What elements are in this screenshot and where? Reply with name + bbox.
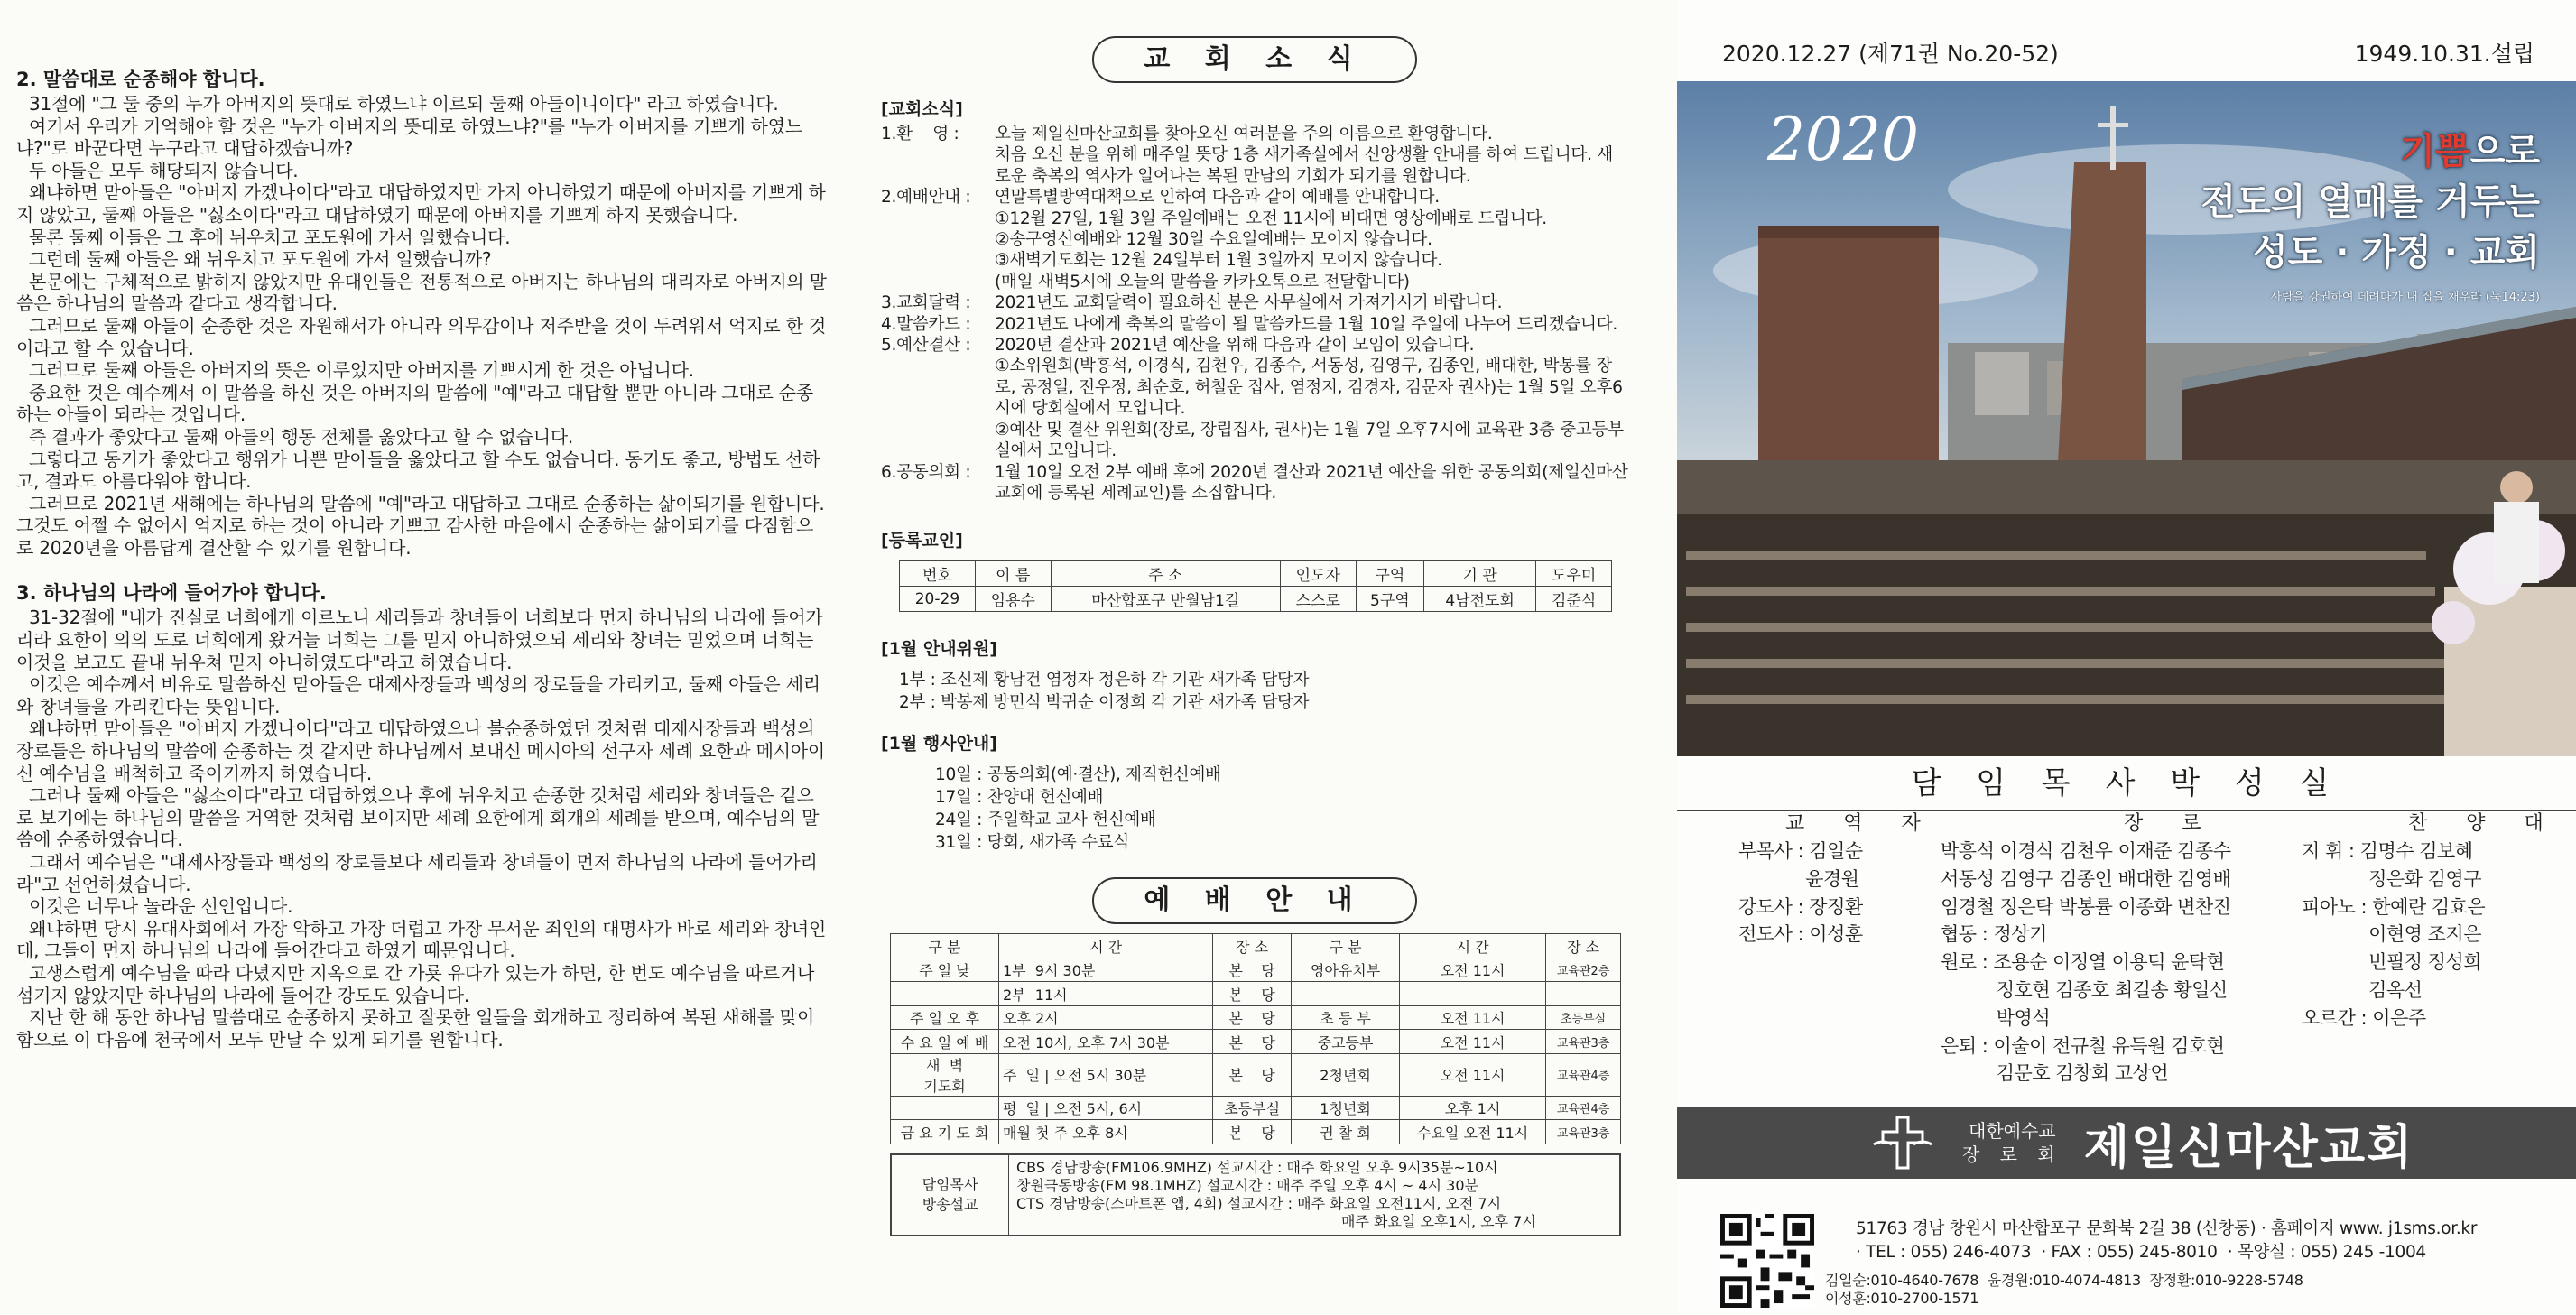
sermon-paragraph: 중요한 것은 예수께서 이 말씀을 하신 것은 아버지의 말씀에 "예"라고 대답할 뿐만 아니라 그대로 순종하는 아들이 되라는 것입니다. [16,381,814,426]
worship-cell: 본 당 [1213,982,1292,1006]
denomination-line-1: 대한예수교 [1969,1120,2056,1142]
news-item [881,124,1628,187]
sermon-paragraph: 즉 결과가 좋았다고 둘째 아들의 행동 전체를 옳았다고 할 수 없습니다. [29,425,574,448]
event-line: 10일 : 공동의회(예·결산), 제직헌신예배 [935,765,1221,785]
slogan-line-1-rest: 으로 [2469,131,2540,172]
worship-cell: 교육관4층 [1546,1096,1621,1120]
worship-cell: 새 벽 기도회 [891,1053,999,1096]
worship-cell: 오전 10시, 오후 7시 30분 [999,1030,1213,1054]
worship-cell: 주 일 오 후 [891,1005,999,1030]
worship-cell: 초등부실 [1546,1005,1621,1030]
news-list [881,124,1628,504]
worship-cell: 초 등 부 [1292,1005,1400,1030]
news-section-label: [교회소식] [881,99,963,119]
worship-cell: 교육관4층 [1546,1053,1621,1096]
sermon-paragraph: 이것은 너무나 놀라운 선언입니다. [29,895,293,918]
news-title: 교 회 소 식 [1092,36,1417,83]
cover-panel [1677,0,2576,1315]
worship-row [891,1120,1621,1144]
news-item-line: 2020년 결산과 2021년 예산을 위해 다음과 같이 모임이 있습니다. [995,336,1475,356]
news-item-line: ③새벽기도회는 12월 24일부터 1월 3일까지 모이지 않습니다. [995,251,1442,271]
worship-cell: 주 일 | 오전 5시 30분 [999,1053,1213,1096]
registration-cell: 20-29 [900,587,976,612]
registration-header-row [900,561,1612,587]
founded-date: 1949.10.31.설립 [2354,41,2534,67]
sermon-paragraph: 왜냐하면 당시 유대사회에서 가장 악하고 가장 더럽고 가장 무서운 죄인의 대명사가 바로 세리와 창녀인데, 그들이 먼저 하나님의 나라에 들어간다고 하였기 때문입니다. [16,917,827,962]
slogan-line-3: 성도 · 가정 · 교회 [2253,232,2540,273]
worship-cell [1292,982,1400,1006]
worship-cell: 초등부실 [1213,1096,1292,1120]
guide-line: 2부 : 박봉제 방민식 박귀순 이정희 각 기관 새가족 담당자 [899,693,1310,713]
worship-row [891,1096,1621,1120]
sermon-paragraph: 그렇다고 동기가 좋았다고 행위가 나쁜 맏아들을 옳았다고 할 수도 없습니다. 동기도 좋고, 방법도 선하고, 결과도 아름다워야 합니다. [16,448,820,493]
elders-list: 박흥석 이경식 김천우 이재준 김종수 서동성 김영구 김종인 배대한 김영배 임경철 정은탁 박봉률 이종화 변찬진 협동 : 정상기 원로 : 조용순 이정열 이용덕 윤탁현 정호현 김종호 최길송 황일신 박영석 은퇴 : 이술이 전규칠 유득원 김호현 김문호 김창회 고상언 [1941,840,2231,1085]
registration-row [900,587,1612,612]
elders-header: 장 로 [2124,812,2218,835]
news-item-line: 오늘 제일신마산교회를 찾아오신 여러분을 주의 이름으로 환영합니다. [995,125,1493,144]
news-item-label: 1.환 영 : [881,125,959,144]
news-item-line: 2021년도 교회달력이 필요하신 분은 사무실에서 가져가시기 바랍니다. [995,293,1503,313]
event-line: 24일 : 주일학교 교사 헌신예배 [935,810,1156,830]
worship-header-cell: 구 분 [891,934,999,958]
guides-heading: [1월 안내위원] [881,639,997,660]
sermon-paragraph: 그래서 예수님은 "대제사장들과 백성의 장로들보다 세리들과 창녀들이 먼저 하나님의 나라에 들어가리라"고 선언하셨습니다. [16,851,818,895]
church-address: 51763 경남 창원시 마산합포구 문화북 2길 38 (신창동) · 홈페이지 www. j1sms.or.kr · TEL : 055) 246-4073 · FAX : 055) 245-8010 · 목양실 : 055) 245 -1004 [1856,1219,2478,1262]
choir-header: 찬 양 대 [2408,812,2560,835]
worship-cell: 본 당 [1213,1005,1292,1030]
news-item-body [995,124,1628,187]
broadcast-line: CTS 경남방송(스마트폰 앱, 4회) 설교시간 : 매주 화요일 오전11시, 오전 7시 [1016,1194,1502,1212]
clergy-header: 교 역 자 [1785,812,1937,835]
issue-date: 2020.12.27 (제71권 No.20-52) [1722,41,2059,67]
sermon-paragraph: 고생스럽게 예수님을 따라 다녔지만 지옥으로 간 가룟 유다가 있는가 하면, 한 번도 예수님을 따르거나 섬기지 않았지만 하나님의 나라에 들어간 강도도 있습니다. [16,961,815,1006]
events-list [881,764,1628,854]
registration-cell: 스스로 [1280,587,1356,612]
denomination-line-2: 장 로 회 [1962,1144,2062,1165]
news-item-line: 1월 10일 오전 2부 예배 후에 2020년 결산과 2021년 예산을 위한 공동의회(제일신마산교회에 등록된 세례교인)를 소집합니다. [995,462,1628,503]
registration-heading: [등록교인] [881,531,963,551]
broadcast-line: CBS 경남방송(FM106.9MHZ) 설교시간 : 매주 화요일 오후 9시35분~10시 [1016,1158,1498,1176]
sermon-heading: 2. 말씀대로 순종해야 합니다. [16,69,265,90]
registration-cell: 임용수 [975,587,1051,612]
registration-header-cell: 이 름 [975,561,1051,587]
news-item-line: 처음 오신 분을 위해 매주일 뜻당 1층 새가족실에서 신앙생활 안내를 하여 드립니다. 새로운 축복의 역사가 일어나는 복된 만남의 기회가 되기를 원합니다. [995,145,1613,186]
worship-cell: 주 일 낮 [891,958,999,982]
year-art: 2020 [1767,105,1919,174]
news-item [881,314,1628,335]
worship-header-cell: 장 소 [1213,934,1292,958]
worship-rows [891,958,1621,1144]
worship-header-cell: 시 간 [999,934,1213,958]
clergy-list: 부목사 : 김일순 윤경원 강도사 : 장정환 전도사 : 이성훈 [1738,840,1863,946]
registration-header-cell: 주 소 [1051,561,1280,587]
news-panel [865,0,1641,1315]
qr-code-icon [1720,1212,1814,1310]
worship-cell: 교육관3층 [1546,1120,1621,1144]
issue-header [1722,36,2534,69]
sermon-paragraph: 그러나 둘째 아들은 "싫소이다"라고 대답하였으나 후에 뉘우치고 순종한 것처럼 세리와 창녀들은 겉으로 보기에는 하나님의 말씀을 거역한 것처럼 보이지만 세례 요한에게 회개의 세례를 받으며, 예수님의 말씀에 순종하였습니다. [16,784,820,851]
guide-line: 1부 : 조신제 황남건 염정자 정은하 각 기관 새가족 담당자 [899,671,1310,690]
worship-cell: 오전 11시 [1400,1030,1546,1054]
worship-cell: 금 요 기 도 회 [891,1120,999,1144]
worship-cell [891,1096,999,1120]
denomination [1962,1119,2062,1166]
sermon-body [16,69,830,1051]
sermon-paragraph: 그러므로 둘째 아들은 아버지의 뜻은 이루었지만 아버지를 기쁘시게 한 것은 아닙니다. [29,359,694,382]
broadcast-label-2: 방송설교 [922,1195,978,1213]
worship-cell: 교육관3층 [1546,1030,1621,1054]
worship-cell: 교육관2층 [1546,958,1621,982]
sermon-paragraph: 물론 둘째 아들은 그 후에 뉘우치고 포도원에 가서 일했습니다. [29,226,511,248]
worship-cell [1546,982,1621,1006]
event-line: 17일 : 찬양대 헌신예배 [935,788,1104,808]
worship-cell: 본 당 [1213,1030,1292,1054]
staff-phones: 김일순:010-4640-7678 윤경원:010-4074-4813 장정환:010-9228-5748 이성훈:010-2700-1571 [1825,1272,2303,1307]
sermon-section [16,582,830,1051]
sermon-paragraph: 이것은 예수께서 비유로 말씀하신 맏아들은 대제사장들과 백성의 장로들을 가리키고, 둘째 아들은 세리와 창녀들을 가리킨다는 뜻입니다. [16,673,820,718]
worship-cell: 2청년회 [1292,1053,1400,1096]
worship-cell: 오전 11시 [1400,958,1546,982]
registration-header-cell: 구역 [1356,561,1423,587]
news-item-line: 연말특별방역대책으로 인하여 다음과 같이 예배를 안내합니다. [995,188,1440,208]
news-item-body [995,292,1628,313]
cover-verse: 사람을 강권하여 데려다가 내 집을 채우라 (눅14:23) [2270,291,2540,304]
news-item-line: ①소위원회(박흥석, 이경식, 김천우, 김종수, 서동성, 김영구, 김종인, 배대한, 박봉률 장로, 공정일, 전우정, 최순호, 허철운 집사, 염정지, 김경자, 김문자 권사)는 1월 5일 오후6시에 당회실에서 모입니다. [995,357,1623,419]
worship-header-cell: 시 간 [1400,934,1546,958]
worship-cell: 권 찰 회 [1292,1120,1400,1144]
worship-cell: 오후 1시 [1400,1096,1546,1120]
registration-table [899,560,1612,612]
news-item [881,462,1628,505]
broadcast-line: 창원극동방송(FM 98.1MHZ) 설교시간 : 매주 주일 오후 4시 ~ 4시 30분 [1016,1176,1478,1194]
choir-list: 지 휘 : 김명수 김보혜 정은화 김영구 피아노 : 한예란 김효은 이현영 조지은 빈필정 정성희 김옥선 오르간 : 이은주 [2302,840,2486,1029]
sermon-panel [0,0,848,1315]
news-item-line: ②송구영신예배와 12월 30일 수요일예배는 모이지 않습니다. [995,230,1432,250]
registration-header-cell: 기 관 [1424,561,1536,587]
worship-title: 예 배 안 내 [1092,877,1417,924]
news-item-label: 5.예산결산 : [881,336,971,356]
worship-row [891,1053,1621,1096]
worship-cell: 오전 11시 [1400,1053,1546,1096]
sermon-paragraph: 왜냐하면 맏아들은 "아버지 가겠나이다"라고 대답하였으나 불순종하였던 것처럼 대제사장들과 백성의 장로들은 하나님의 말씀에 순종하는 것 같지만 하나님께서 보내신 메시아의 선구자 세례 요한과 메시아이신 예수님을 배척하고 죽이기까지 하였습니다. [16,718,826,784]
registration-cell: 김준식 [1536,587,1612,612]
worship-cell: 1청년회 [1292,1096,1400,1120]
sermon-paragraph: 왜냐하면 맏아들은 "아버지 가겠나이다"라고 대답하였지만 가지 아니하였기 때문에 아버지를 기쁘게 하지 않았고, 둘째 아들은 "싫소이다"라고 대답하였기 때문에 아버지를 기쁘게 하지 못했습니다. [16,181,826,226]
cover-slogan [2201,126,2540,278]
worship-cell [891,982,999,1006]
sermon-paragraph: 31-32절에 "내가 진실로 너희에게 이르노니 세리들과 창녀들이 너희보다 먼저 하나님의 나라에 들어가리라 요한이 의의 도로 너희에게 왔거늘 너희는 그를 믿지 아니하였으되 세리와 창녀는 믿었으며 너희는 이것을 보고도 끝내 뉘우쳐 믿지 아니하였도다"라고 하였습니다. [16,607,823,673]
news-item-body [995,462,1628,505]
sermon-paragraph: 두 아들은 모두 해당되지 않습니다. [29,159,299,181]
sermon-paragraph: 그런데 둘째 아들은 왜 뉘우치고 포도원에 가서 일했습니까? [29,248,492,271]
church-logo-bar [1677,1107,2576,1179]
worship-cell: 오후 2시 [999,1005,1213,1030]
news-item [881,187,1628,292]
worship-header-row [891,934,1621,958]
worship-cell: 본 당 [1213,1120,1292,1144]
news-item-label: 4.말씀카드 : [881,314,971,334]
sermon-paragraph: 31절에 "그 둘 중의 누가 아버지의 뜻대로 하였느냐 이르되 둘째 아들이니이다" 라고 하였습니다. [29,93,779,115]
news-item [881,335,1628,461]
sermon-paragraph: 여기서 우리가 기억해야 할 것은 "누가 아버지의 뜻대로 하였느냐?"를 "누가 아버지를 기쁘게 하였느냐?"로 바꾼다면 누구라고 대답하겠습니까? [16,115,802,160]
worship-cell: 영아유치부 [1292,958,1400,982]
events-heading: [1월 행사안내] [881,734,997,755]
cover-photo [1677,81,2576,756]
worship-cell: 본 당 [1213,958,1292,982]
news-item-body [995,314,1628,335]
senior-pastor: 담 임 목 사 박 성 실 [1677,758,2576,811]
worship-table [890,933,1621,1144]
news-item-line: ①12월 27일, 1월 3일 주일예배는 오전 11시에 비대면 영상예배로 드립니다. [995,208,1547,228]
worship-row [891,1005,1621,1030]
worship-cell: 매월 첫 주 오후 8시 [999,1120,1213,1144]
news-item [881,292,1628,313]
sermon-paragraph: 그러므로 2021년 새해에는 하나님의 말씀에 "예"라고 대답하고 그대로 순종하는 삶이되기를 원합니다. 그것도 어쩔 수 없어서 억지로 하는 것이 아니라 기쁘고 감사한 마음에서 순종하는 삶이되기를 다짐함으로 2020년을 아름답게 결산할 수 있기를 원합니다. [16,492,825,559]
news-item-label: 6.공동의회 : [881,462,971,482]
guides-list [881,669,1628,714]
church-name: 제일신마산교회 [2083,1120,2414,1175]
worship-row [891,1030,1621,1054]
worship-cell: 중고등부 [1292,1030,1400,1054]
broadcast-label-1: 담임목사 [922,1175,978,1193]
news-item-label: 2.예배안내 : [881,188,971,208]
registration-header-cell: 번호 [900,561,976,587]
worship-cell: 평 일 | 오전 5시, 6시 [999,1096,1213,1120]
broadcast-line: 매주 화요일 오후1시, 오후 7시 [1341,1212,1536,1230]
news-item-line: (매일 새벽5시에 오늘의 말씀을 카카오톡으로 전달합니다) [995,272,1410,292]
worship-cell: 오전 11시 [1400,1005,1546,1030]
registration-cell: 마산합포구 반월남1길 [1051,587,1280,612]
sermon-paragraph: 지난 한 해 동안 하나님 말씀대로 순종하지 못하고 잘못한 일들을 회개하고 정리하여 복된 새해를 맞이함으로 이 다음에 천국에서 모두 만날 수 있게 되기를 원합니다. [16,1006,815,1051]
sermon-paragraph: 그러므로 둘째 아들이 순종한 것은 자원해서가 아니라 의무감이나 저주받을 것이 두려워서 억지로 한 것이라고 할 수 있습니다. [16,314,827,359]
broadcast-schedule [1009,1155,1619,1235]
news-item-body [995,187,1628,292]
broadcast-box [890,1153,1621,1236]
worship-cell: 본 당 [1213,1053,1292,1096]
worship-cell: 2부 11시 [999,982,1213,1006]
worship-cell: 수요일 오전 11시 [1400,1120,1546,1144]
broadcast-label [892,1155,1009,1235]
event-line: 31일 : 당회, 새가족 수료식 [935,833,1129,853]
registration-cell: 5구역 [1356,587,1423,612]
slogan-line-2: 전도의 열매를 거두는 [2201,181,2540,223]
worship-cell: 1부 9시 30분 [999,958,1213,982]
sermon-section [16,69,830,559]
worship-header-cell: 구 분 [1292,934,1400,958]
worship-cell: 수 요 일 예 배 [891,1030,999,1054]
news-item-body [995,335,1628,461]
news-item-line: 2021년도 나에게 축복의 말씀이 될 말씀카드를 1월 10일 주일에 나누어 드리겠습니다. [995,314,1617,334]
registration-header-cell: 인도자 [1280,561,1356,587]
church-cross-icon [1867,1114,1939,1171]
sermon-heading: 3. 하나님의 나라에 들어가야 합니다. [16,582,327,605]
registration-header-cell: 도우미 [1536,561,1612,587]
worship-row [891,982,1621,1006]
worship-cell [1400,982,1546,1006]
news-item-line: ②예산 및 결산 위원회(장로, 장립집사, 권사)는 1월 7일 오후7시에 교육관 3층 중고등부실에서 모입니다. [995,420,1624,461]
sermon-paragraph: 본문에는 구체적으로 밝히지 않았지만 유대인들은 전통적으로 아버지는 하나님의 대리자로 아버지의 말씀은 하나님의 말씀과 같다고 생각합니다. [16,270,827,315]
registration-cell: 4남전도회 [1424,587,1536,612]
worship-header-cell: 장 소 [1546,934,1621,958]
slogan-highlight: 기쁨 [2400,131,2470,172]
slogan-line-1 [2201,126,2540,177]
worship-row [891,958,1621,982]
news-item-label: 3.교회달력 : [881,293,971,313]
